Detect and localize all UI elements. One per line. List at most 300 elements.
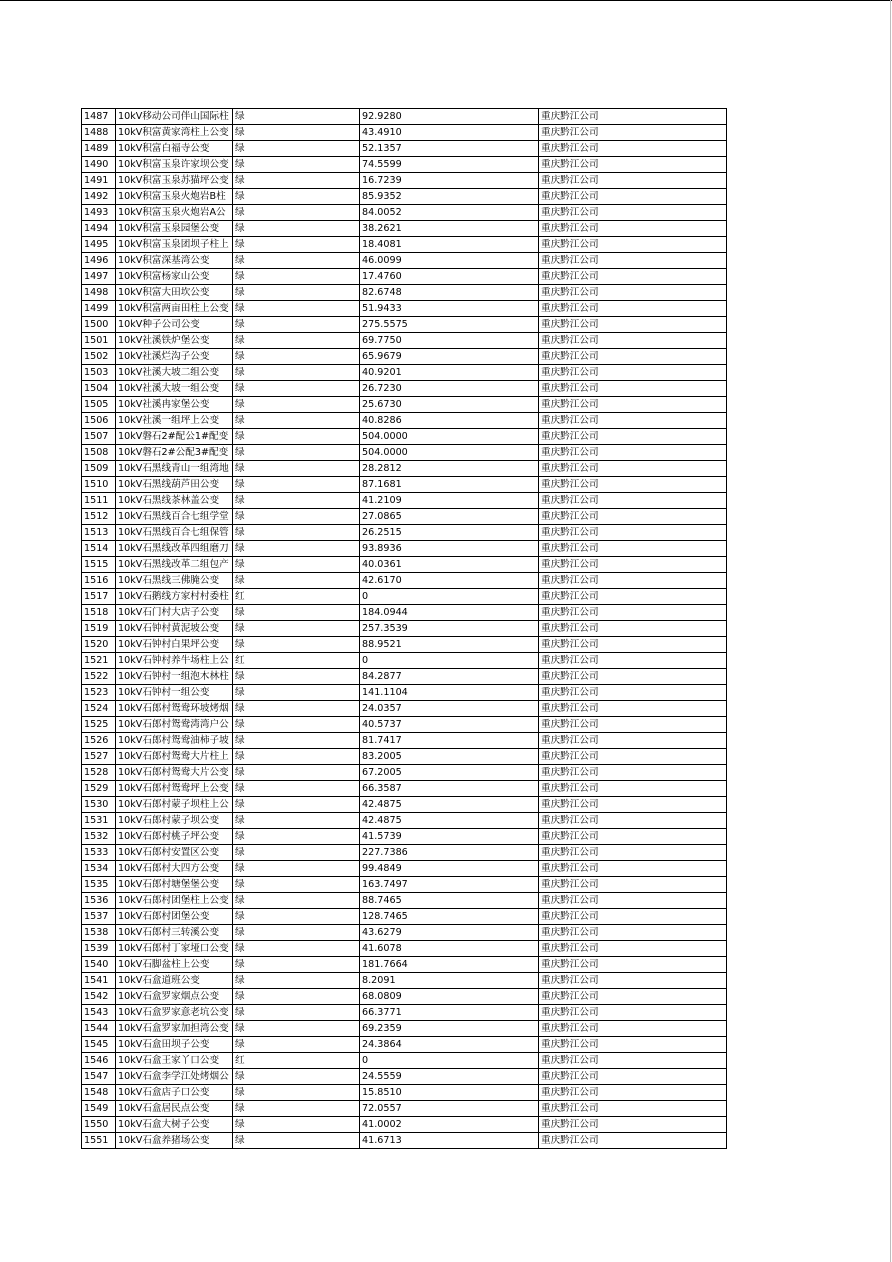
table-row [82, 141, 727, 157]
table-row [82, 317, 727, 333]
transformer-name-cell: 10kV社溪大坡二组公变 [116, 365, 233, 381]
value-cell: 81.7417 [360, 733, 539, 749]
transformer-name-cell: 10kV积富白福寺公变 [116, 141, 233, 157]
table-row [82, 813, 727, 829]
company-cell: 重庆黔江公司 [539, 493, 727, 509]
table-row [82, 413, 727, 429]
table-row [82, 909, 727, 925]
company-cell: 重庆黔江公司 [539, 941, 727, 957]
status-cell: 绿 [233, 413, 360, 429]
transformer-name-cell: 10kV石钟村一组公变 [116, 685, 233, 701]
table-row [82, 637, 727, 653]
status-cell: 绿 [233, 461, 360, 477]
status-cell: 绿 [233, 957, 360, 973]
row-number-cell: 1512 [82, 509, 116, 525]
row-number-cell: 1522 [82, 669, 116, 685]
table-row [82, 397, 727, 413]
transformer-name-cell: 10kV石门村大店子公变 [116, 605, 233, 621]
table-row [82, 1085, 727, 1101]
transformer-name-cell: 10kV石郎村鸳鸯环坡烤烟 [116, 701, 233, 717]
company-cell: 重庆黔江公司 [539, 669, 727, 685]
status-cell: 绿 [233, 845, 360, 861]
status-cell: 绿 [233, 205, 360, 221]
row-number-cell: 1535 [82, 877, 116, 893]
table-row [82, 541, 727, 557]
value-cell: 85.9352 [360, 189, 539, 205]
company-cell: 重庆黔江公司 [539, 1101, 727, 1117]
transformer-name-cell: 10kV石盒大树子公变 [116, 1117, 233, 1133]
row-number-cell: 1521 [82, 653, 116, 669]
value-cell: 26.7230 [360, 381, 539, 397]
transformer-name-cell: 10kV石盒罗家加担湾公变 [116, 1021, 233, 1037]
status-cell: 绿 [233, 1069, 360, 1085]
company-cell: 重庆黔江公司 [539, 509, 727, 525]
table-row [82, 1021, 727, 1037]
transformer-name-cell: 10kV积富玉泉许家坝公变 [116, 157, 233, 173]
row-number-cell: 1534 [82, 861, 116, 877]
transformer-name-cell: 10kV石盒李学江处烤烟公 [116, 1069, 233, 1085]
status-cell: 红 [233, 1053, 360, 1069]
value-cell: 28.2812 [360, 461, 539, 477]
table-row [82, 125, 727, 141]
table-row [82, 477, 727, 493]
company-cell: 重庆黔江公司 [539, 717, 727, 733]
row-number-cell: 1487 [82, 109, 116, 125]
transformer-name-cell: 10kV石鹅线方家村村委柱 [116, 589, 233, 605]
status-cell: 绿 [233, 541, 360, 557]
status-cell: 绿 [233, 1005, 360, 1021]
table-row [82, 365, 727, 381]
value-cell: 41.0002 [360, 1117, 539, 1133]
company-cell: 重庆黔江公司 [539, 861, 727, 877]
status-cell: 绿 [233, 733, 360, 749]
page-top-border [0, 0, 892, 1]
status-cell: 绿 [233, 1085, 360, 1101]
table-row [82, 509, 727, 525]
value-cell: 26.2515 [360, 525, 539, 541]
value-cell: 88.7465 [360, 893, 539, 909]
value-cell: 41.6713 [360, 1133, 539, 1149]
status-cell: 绿 [233, 1101, 360, 1117]
company-cell: 重庆黔江公司 [539, 301, 727, 317]
transformer-name-cell: 10kV石郎村鸳鸯大片柱上 [116, 749, 233, 765]
value-cell: 275.5575 [360, 317, 539, 333]
transformer-name-cell: 10kV石盒田坝子公变 [116, 1037, 233, 1053]
transformer-name-cell: 10kV石盒居民点公变 [116, 1101, 233, 1117]
value-cell: 16.7239 [360, 173, 539, 189]
status-cell: 绿 [233, 877, 360, 893]
status-cell: 绿 [233, 1021, 360, 1037]
company-cell: 重庆黔江公司 [539, 477, 727, 493]
table-row [82, 573, 727, 589]
value-cell: 0 [360, 1053, 539, 1069]
transformer-name-cell: 10kV社溪铁炉堡公变 [116, 333, 233, 349]
company-cell: 重庆黔江公司 [539, 813, 727, 829]
company-cell: 重庆黔江公司 [539, 381, 727, 397]
value-cell: 52.1357 [360, 141, 539, 157]
value-cell: 41.5739 [360, 829, 539, 845]
company-cell: 重庆黔江公司 [539, 637, 727, 653]
row-number-cell: 1542 [82, 989, 116, 1005]
value-cell: 38.2621 [360, 221, 539, 237]
company-cell: 重庆黔江公司 [539, 333, 727, 349]
table-row [82, 669, 727, 685]
row-number-cell: 1546 [82, 1053, 116, 1069]
status-cell: 绿 [233, 669, 360, 685]
status-cell: 绿 [233, 893, 360, 909]
company-cell: 重庆黔江公司 [539, 653, 727, 669]
company-cell: 重庆黔江公司 [539, 957, 727, 973]
row-number-cell: 1491 [82, 173, 116, 189]
table-row [82, 765, 727, 781]
row-number-cell: 1520 [82, 637, 116, 653]
status-cell: 绿 [233, 973, 360, 989]
value-cell: 99.4849 [360, 861, 539, 877]
status-cell: 绿 [233, 269, 360, 285]
row-number-cell: 1518 [82, 605, 116, 621]
company-cell: 重庆黔江公司 [539, 765, 727, 781]
company-cell: 重庆黔江公司 [539, 589, 727, 605]
table-row [82, 957, 727, 973]
row-number-cell: 1493 [82, 205, 116, 221]
row-number-cell: 1507 [82, 429, 116, 445]
status-cell: 绿 [233, 685, 360, 701]
transformer-name-cell: 10kV积富玉泉园堡公变 [116, 221, 233, 237]
row-number-cell: 1550 [82, 1117, 116, 1133]
row-number-cell: 1547 [82, 1069, 116, 1085]
row-number-cell: 1497 [82, 269, 116, 285]
table-row [82, 717, 727, 733]
company-cell: 重庆黔江公司 [539, 797, 727, 813]
value-cell: 42.4875 [360, 797, 539, 813]
value-cell: 74.5599 [360, 157, 539, 173]
company-cell: 重庆黔江公司 [539, 973, 727, 989]
transformer-name-cell: 10kV石钟村白果坪公变 [116, 637, 233, 653]
company-cell: 重庆黔江公司 [539, 221, 727, 237]
table-row [82, 269, 727, 285]
table-row [82, 349, 727, 365]
table-row [82, 797, 727, 813]
table-row [82, 1069, 727, 1085]
status-cell: 绿 [233, 749, 360, 765]
table-row [82, 461, 727, 477]
value-cell: 72.0557 [360, 1101, 539, 1117]
table-row [82, 685, 727, 701]
transformer-name-cell: 10kV石郎村蒙子坝公变 [116, 813, 233, 829]
value-cell: 15.8510 [360, 1085, 539, 1101]
transformer-name-cell: 10kV石郎村蒙子坝柱上公 [116, 797, 233, 813]
company-cell: 重庆黔江公司 [539, 365, 727, 381]
table-row [82, 109, 727, 125]
company-cell: 重庆黔江公司 [539, 925, 727, 941]
value-cell: 8.2091 [360, 973, 539, 989]
status-cell: 红 [233, 653, 360, 669]
value-cell: 18.4081 [360, 237, 539, 253]
status-cell: 绿 [233, 493, 360, 509]
status-cell: 绿 [233, 989, 360, 1005]
company-cell: 重庆黔江公司 [539, 125, 727, 141]
transformer-name-cell: 10kV种子公司公变 [116, 317, 233, 333]
value-cell: 43.4910 [360, 125, 539, 141]
value-cell: 66.3587 [360, 781, 539, 797]
table-row [82, 589, 727, 605]
status-cell: 绿 [233, 717, 360, 733]
company-cell: 重庆黔江公司 [539, 1053, 727, 1069]
row-number-cell: 1549 [82, 1101, 116, 1117]
table-row [82, 861, 727, 877]
table-row [82, 1053, 727, 1069]
transformer-name-cell: 10kV石黑线茶林盖公变 [116, 493, 233, 509]
transformer-name-cell: 10kV社溪烂沟子公变 [116, 349, 233, 365]
value-cell: 82.6748 [360, 285, 539, 301]
transformer-name-cell: 10kV石黑线青山一组湾地 [116, 461, 233, 477]
transformer-name-cell: 10kV社溪一组坪上公变 [116, 413, 233, 429]
transformer-name-cell: 10kV石黑线百合七组学堂 [116, 509, 233, 525]
row-number-cell: 1526 [82, 733, 116, 749]
row-number-cell: 1499 [82, 301, 116, 317]
row-number-cell: 1496 [82, 253, 116, 269]
transformer-name-cell: 10kV石郎村鸳鸯大片公变 [116, 765, 233, 781]
row-number-cell: 1551 [82, 1133, 116, 1149]
row-number-cell: 1506 [82, 413, 116, 429]
row-number-cell: 1514 [82, 541, 116, 557]
status-cell: 绿 [233, 925, 360, 941]
transformer-name-cell: 10kV磐石2#公配3#配变 [116, 445, 233, 461]
status-cell: 绿 [233, 237, 360, 253]
company-cell: 重庆黔江公司 [539, 237, 727, 253]
table-row [82, 445, 727, 461]
company-cell: 重庆黔江公司 [539, 557, 727, 573]
row-number-cell: 1532 [82, 829, 116, 845]
data-table [81, 108, 727, 1149]
table-row [82, 973, 727, 989]
table-row [82, 749, 727, 765]
table-body [82, 109, 727, 1149]
company-cell: 重庆黔江公司 [539, 845, 727, 861]
row-number-cell: 1517 [82, 589, 116, 605]
company-cell: 重庆黔江公司 [539, 173, 727, 189]
company-cell: 重庆黔江公司 [539, 269, 727, 285]
transformer-name-cell: 10kV石钟村养牛场柱上公 [116, 653, 233, 669]
status-cell: 绿 [233, 221, 360, 237]
status-cell: 绿 [233, 797, 360, 813]
row-number-cell: 1529 [82, 781, 116, 797]
company-cell: 重庆黔江公司 [539, 733, 727, 749]
value-cell: 40.9201 [360, 365, 539, 381]
value-cell: 83.2005 [360, 749, 539, 765]
status-cell: 绿 [233, 829, 360, 845]
status-cell: 绿 [233, 909, 360, 925]
row-number-cell: 1523 [82, 685, 116, 701]
company-cell: 重庆黔江公司 [539, 1069, 727, 1085]
status-cell: 绿 [233, 333, 360, 349]
transformer-name-cell: 10kV石郎村鸳鸯油柿子坡 [116, 733, 233, 749]
company-cell: 重庆黔江公司 [539, 749, 727, 765]
status-cell: 绿 [233, 573, 360, 589]
company-cell: 重庆黔江公司 [539, 989, 727, 1005]
table-row [82, 781, 727, 797]
row-number-cell: 1531 [82, 813, 116, 829]
company-cell: 重庆黔江公司 [539, 461, 727, 477]
transformer-name-cell: 10kV石郎村塘堡堡公变 [116, 877, 233, 893]
status-cell: 绿 [233, 509, 360, 525]
company-cell: 重庆黔江公司 [539, 1085, 727, 1101]
status-cell: 绿 [233, 1037, 360, 1053]
table-row [82, 893, 727, 909]
status-cell: 绿 [233, 317, 360, 333]
value-cell: 24.3864 [360, 1037, 539, 1053]
value-cell: 67.2005 [360, 765, 539, 781]
row-number-cell: 1502 [82, 349, 116, 365]
status-cell: 绿 [233, 557, 360, 573]
row-number-cell: 1545 [82, 1037, 116, 1053]
table-row [82, 829, 727, 845]
status-cell: 绿 [233, 397, 360, 413]
transformer-name-cell: 10kV积富杨家山公变 [116, 269, 233, 285]
table-row [82, 605, 727, 621]
company-cell: 重庆黔江公司 [539, 829, 727, 845]
status-cell: 绿 [233, 109, 360, 125]
table-row [82, 525, 727, 541]
transformer-name-cell: 10kV石黑线葫芦田公变 [116, 477, 233, 493]
value-cell: 69.7750 [360, 333, 539, 349]
table-row [82, 1005, 727, 1021]
row-number-cell: 1511 [82, 493, 116, 509]
value-cell: 41.2109 [360, 493, 539, 509]
transformer-name-cell: 10kV石黑线改革二组包产 [116, 557, 233, 573]
transformer-name-cell: 10kV石郎村鸳鸯湾湾户公 [116, 717, 233, 733]
value-cell: 42.4875 [360, 813, 539, 829]
value-cell: 184.0944 [360, 605, 539, 621]
table-row [82, 205, 727, 221]
row-number-cell: 1515 [82, 557, 116, 573]
company-cell: 重庆黔江公司 [539, 349, 727, 365]
value-cell: 504.0000 [360, 445, 539, 461]
row-number-cell: 1516 [82, 573, 116, 589]
status-cell: 绿 [233, 125, 360, 141]
company-cell: 重庆黔江公司 [539, 685, 727, 701]
transformer-name-cell: 10kV石盒罗家意老坑公变 [116, 1005, 233, 1021]
status-cell: 绿 [233, 381, 360, 397]
value-cell: 257.3539 [360, 621, 539, 637]
status-cell: 绿 [233, 605, 360, 621]
row-number-cell: 1500 [82, 317, 116, 333]
row-number-cell: 1525 [82, 717, 116, 733]
status-cell: 绿 [233, 173, 360, 189]
row-number-cell: 1537 [82, 909, 116, 925]
value-cell: 24.0357 [360, 701, 539, 717]
transformer-name-cell: 10kV磐石2#配公1#配变 [116, 429, 233, 445]
row-number-cell: 1489 [82, 141, 116, 157]
row-number-cell: 1501 [82, 333, 116, 349]
company-cell: 重庆黔江公司 [539, 157, 727, 173]
value-cell: 504.0000 [360, 429, 539, 445]
transformer-name-cell: 10kV石郎村丁家垭口公变 [116, 941, 233, 957]
transformer-name-cell: 10kV移动公司伴山国际柱 [116, 109, 233, 125]
value-cell: 227.7386 [360, 845, 539, 861]
table-row [82, 429, 727, 445]
row-number-cell: 1544 [82, 1021, 116, 1037]
transformer-name-cell: 10kV石郎村三转溪公变 [116, 925, 233, 941]
table-row [82, 877, 727, 893]
status-cell: 绿 [233, 349, 360, 365]
table-row [82, 733, 727, 749]
table-row [82, 989, 727, 1005]
company-cell: 重庆黔江公司 [539, 1021, 727, 1037]
row-number-cell: 1548 [82, 1085, 116, 1101]
transformer-name-cell: 10kV石盒道班公变 [116, 973, 233, 989]
company-cell: 重庆黔江公司 [539, 573, 727, 589]
table-row [82, 189, 727, 205]
company-cell: 重庆黔江公司 [539, 541, 727, 557]
row-number-cell: 1527 [82, 749, 116, 765]
status-cell: 绿 [233, 941, 360, 957]
row-number-cell: 1543 [82, 1005, 116, 1021]
company-cell: 重庆黔江公司 [539, 1005, 727, 1021]
row-number-cell: 1510 [82, 477, 116, 493]
row-number-cell: 1505 [82, 397, 116, 413]
table-row [82, 925, 727, 941]
value-cell: 87.1681 [360, 477, 539, 493]
company-cell: 重庆黔江公司 [539, 109, 727, 125]
company-cell: 重庆黔江公司 [539, 893, 727, 909]
transformer-name-cell: 10kV石钟村黄泥坡公变 [116, 621, 233, 637]
transformer-name-cell: 10kV社溪大坡一组公变 [116, 381, 233, 397]
row-number-cell: 1488 [82, 125, 116, 141]
transformer-name-cell: 10kV石盒王家丫口公变 [116, 1053, 233, 1069]
row-number-cell: 1508 [82, 445, 116, 461]
table-row [82, 301, 727, 317]
value-cell: 46.0099 [360, 253, 539, 269]
value-cell: 141.1104 [360, 685, 539, 701]
value-cell: 0 [360, 653, 539, 669]
value-cell: 69.2359 [360, 1021, 539, 1037]
table-row [82, 1101, 727, 1117]
page-right-border [890, 0, 891, 1262]
table-row [82, 941, 727, 957]
company-cell: 重庆黔江公司 [539, 413, 727, 429]
status-cell: 绿 [233, 781, 360, 797]
company-cell: 重庆黔江公司 [539, 1037, 727, 1053]
company-cell: 重庆黔江公司 [539, 621, 727, 637]
transformer-name-cell: 10kV积富两亩田柱上公变 [116, 301, 233, 317]
value-cell: 163.7497 [360, 877, 539, 893]
company-cell: 重庆黔江公司 [539, 189, 727, 205]
row-number-cell: 1509 [82, 461, 116, 477]
transformer-name-cell: 10kV石郎村团堡柱上公变 [116, 893, 233, 909]
company-cell: 重庆黔江公司 [539, 909, 727, 925]
transformer-name-cell: 10kV石郎村鸳鸯坪上公变 [116, 781, 233, 797]
transformer-name-cell: 10kV石盒养猪场公变 [116, 1133, 233, 1149]
company-cell: 重庆黔江公司 [539, 781, 727, 797]
table-row [82, 1037, 727, 1053]
value-cell: 92.9280 [360, 109, 539, 125]
row-number-cell: 1538 [82, 925, 116, 941]
table-row [82, 1117, 727, 1133]
value-cell: 84.2877 [360, 669, 539, 685]
status-cell: 绿 [233, 301, 360, 317]
value-cell: 42.6170 [360, 573, 539, 589]
row-number-cell: 1539 [82, 941, 116, 957]
table-row [82, 845, 727, 861]
value-cell: 40.8286 [360, 413, 539, 429]
transformer-name-cell: 10kV石黑线改革四组磨刀 [116, 541, 233, 557]
table-row [82, 157, 727, 173]
table-row [82, 253, 727, 269]
status-cell: 绿 [233, 1133, 360, 1149]
transformer-name-cell: 10kV积富玉泉团坝子柱上 [116, 237, 233, 253]
transformer-name-cell: 10kV石郎村团堡公变 [116, 909, 233, 925]
